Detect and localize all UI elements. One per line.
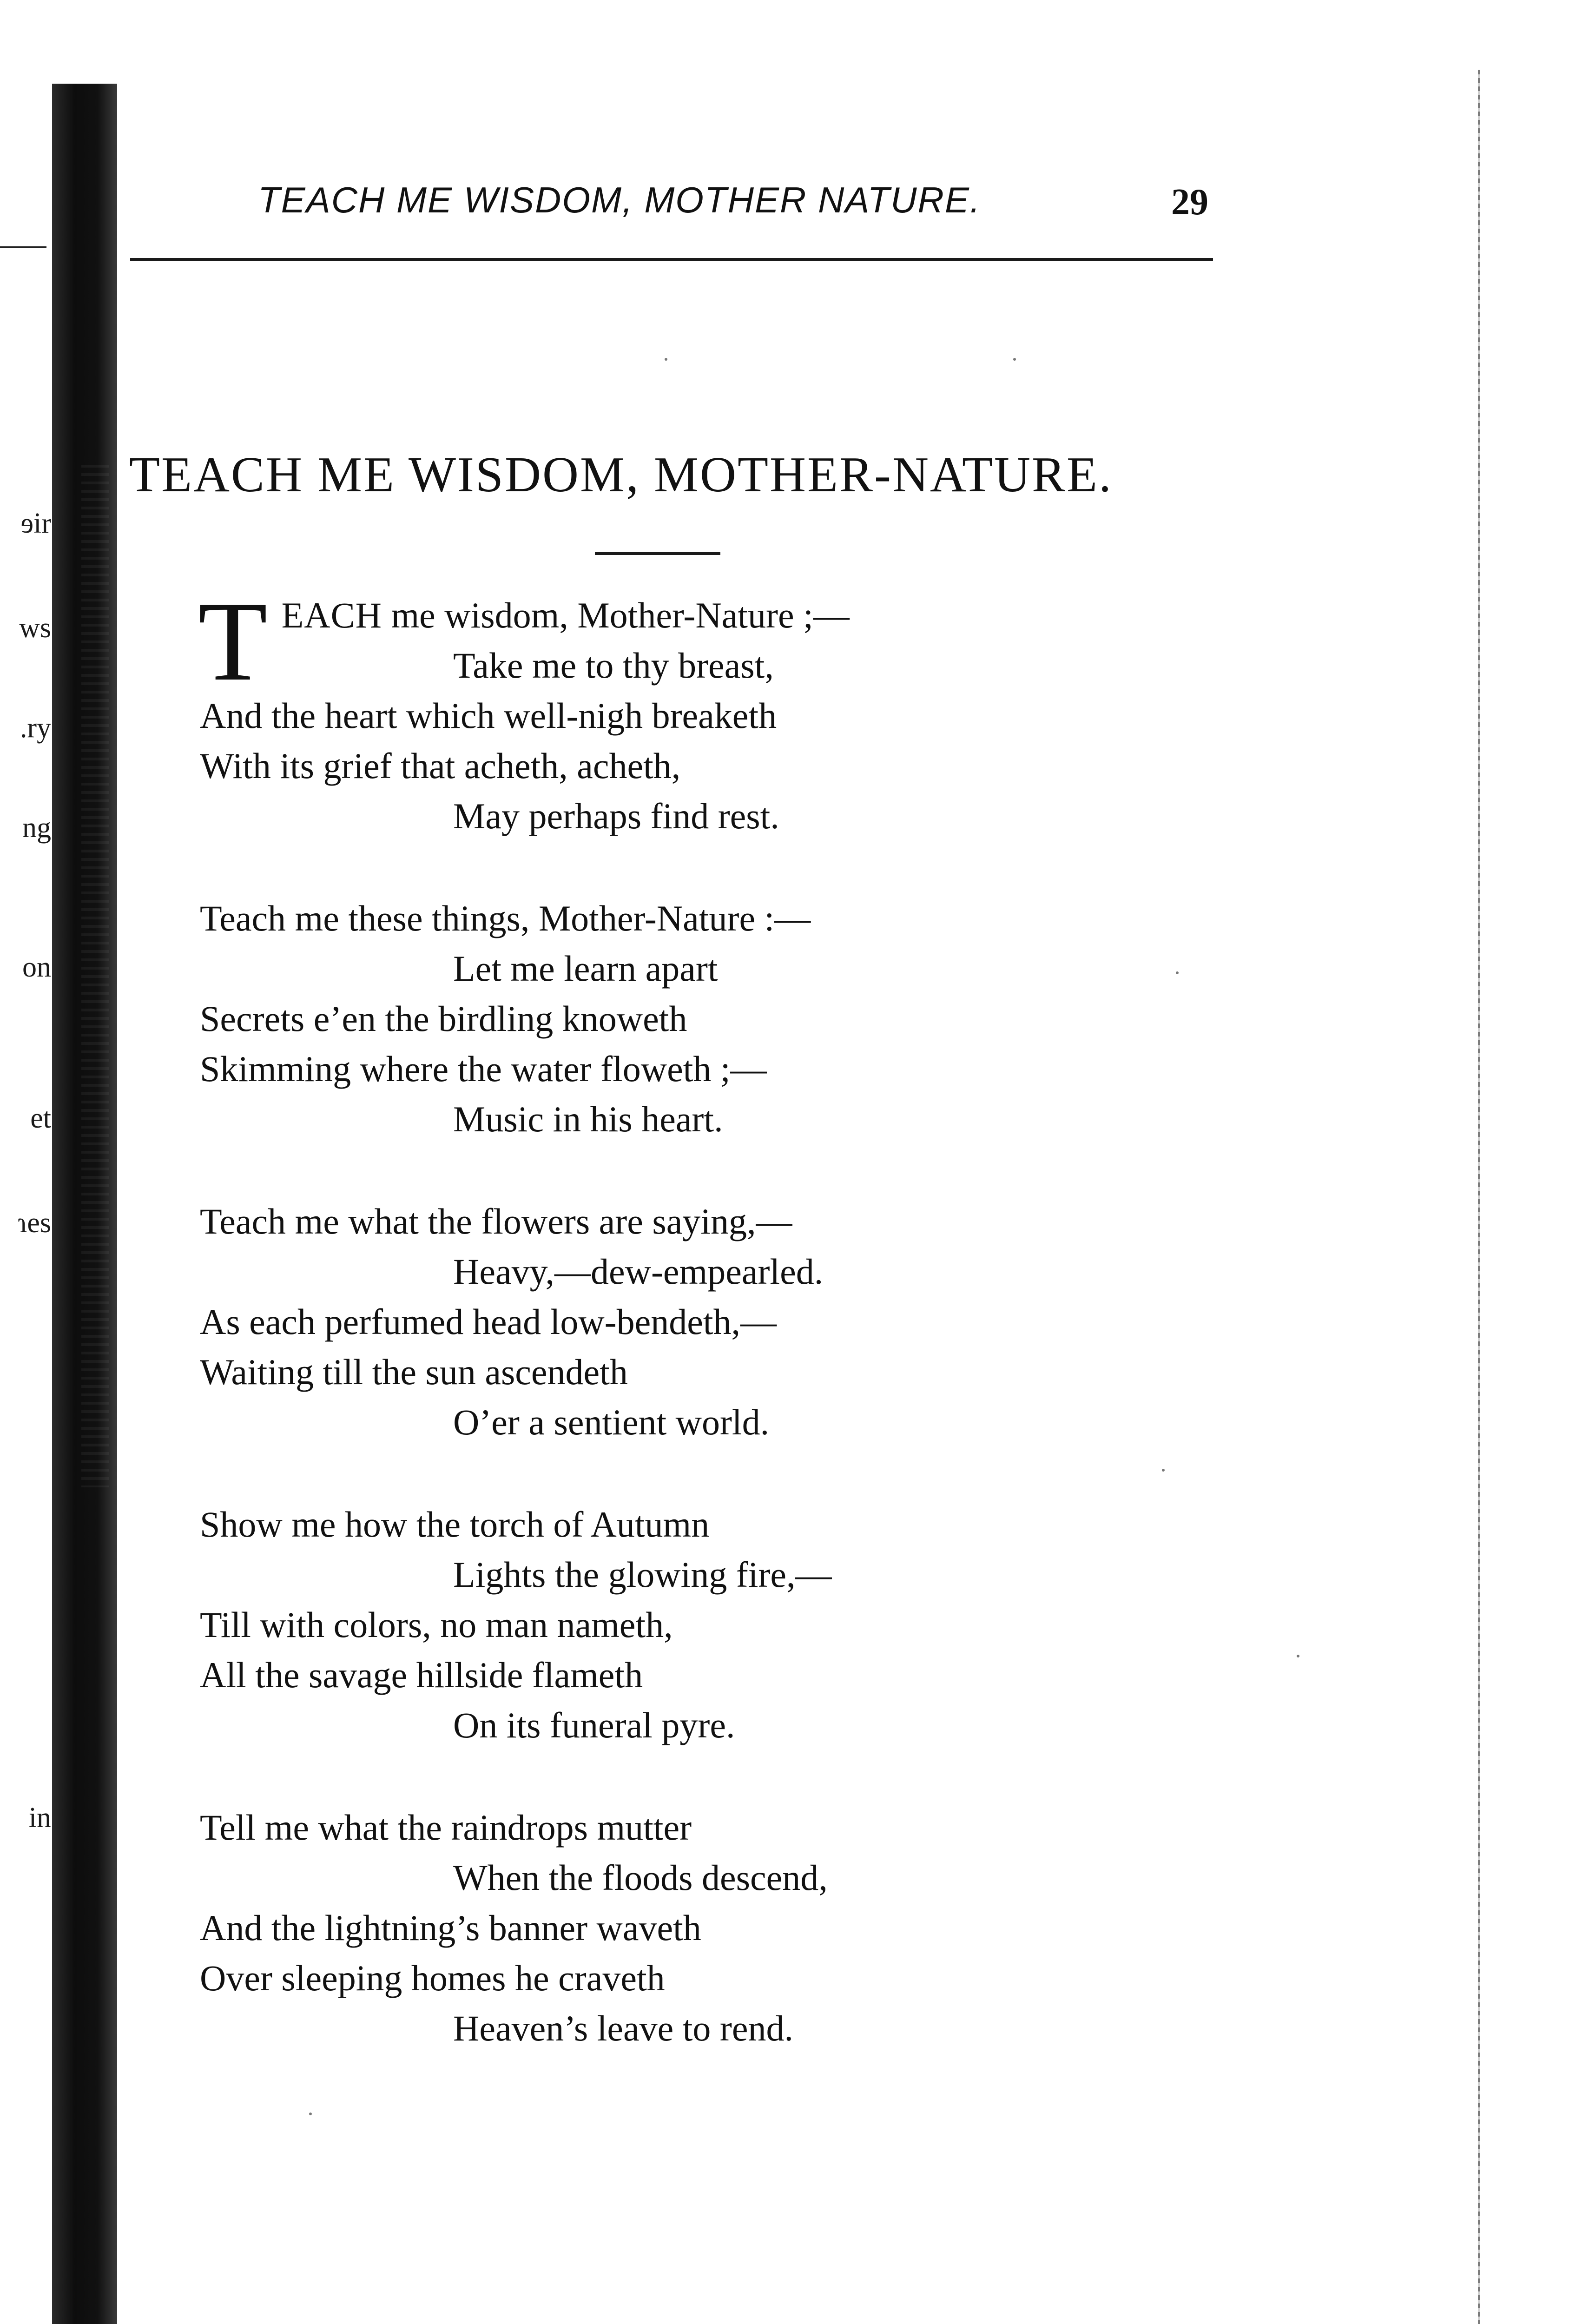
scan-speck [1176,971,1179,974]
facing-page-fragment: .ry [20,712,51,744]
poem-line: On its funeral pyre. [453,1705,735,1745]
left-margin-tick [0,246,46,248]
title-rule [595,552,720,555]
facing-page-fragment: et [30,1103,51,1134]
poem-line: Heavy,—dew-empearled. [453,1251,824,1292]
poem-line: When the floods descend, [453,1857,828,1898]
poem-line: All the savage hillside flameth [200,1655,643,1695]
poem-line: Show me how the torch of Autumn [200,1504,710,1545]
right-page-edge [1478,70,1480,2324]
poem-body [198,578,1269,2106]
poem-line: Let me learn apart [453,948,718,989]
scan-speck [309,2113,312,2115]
poem-line: Teach me what the flowers are saying,— [200,1201,792,1241]
poem-line: Over sleeping homes he craveth [200,1958,665,1998]
running-header: TEACH ME WISDOM, MOTHER NATURE. [258,179,981,220]
poem-line [200,590,1269,640]
gutter-speckle [81,465,109,1487]
stanza [200,893,1269,1144]
poem-title: TEACH ME WISDOM, MOTHER-NATURE. [129,447,1113,502]
poem-line: Take me to thy breast, [453,645,774,686]
poem-line: Waiting till the sun ascendeth [200,1352,628,1392]
poem-line: Till with colors, no man nameth, [200,1604,673,1645]
poem-line: Music in his heart. [453,1099,723,1139]
poem-line: Skimming where the water floweth ;— [200,1049,767,1089]
page-number: 29 [1171,182,1208,223]
stanza [200,1196,1269,1447]
stanza [198,578,1269,841]
poem-line: May perhaps find rest. [453,796,779,836]
first-word-caps: EACH [281,595,382,635]
facing-page-fragment: on [22,951,51,983]
poem-line: And the lightning’s banner waveth [200,1908,701,1948]
first-line-rest: me wisdom, Mother-Nature ;— [382,595,850,635]
stanza [200,1802,1269,2053]
poem-line: Lights the glowing fire,— [453,1554,832,1595]
poem-line: And the heart which well-nigh breaketh [200,695,777,736]
drop-cap: T [198,578,268,704]
facing-page-fragment: ws [19,612,51,644]
poem-line: Secrets e’en the birdling knoweth [200,998,687,1039]
scan-speck [1162,1469,1165,1472]
poem-line: Teach me these things, Mother-Nature :— [200,898,811,938]
poem-line: Heaven’s leave to rend. [453,2008,794,2048]
stanza [200,1499,1269,1750]
facing-page-fragment: in [28,1802,51,1834]
poem-line: As each perfumed head low-bendeth,— [200,1301,777,1342]
scan-speck [1297,1655,1299,1657]
header-rule [130,258,1213,261]
poem-line: Tell me what the raindrops mutter [200,1807,692,1848]
poem-line: With its grief that acheth, acheth, [200,746,681,786]
poem-line: O’er a sentient world. [453,1402,770,1442]
facing-page-fragment: ɿes [17,1207,51,1239]
facing-page-fragment: ɘir [20,508,51,539]
facing-page-fragment: ng [22,812,51,844]
scan-speck [1013,358,1016,361]
scan-speck [665,358,667,361]
